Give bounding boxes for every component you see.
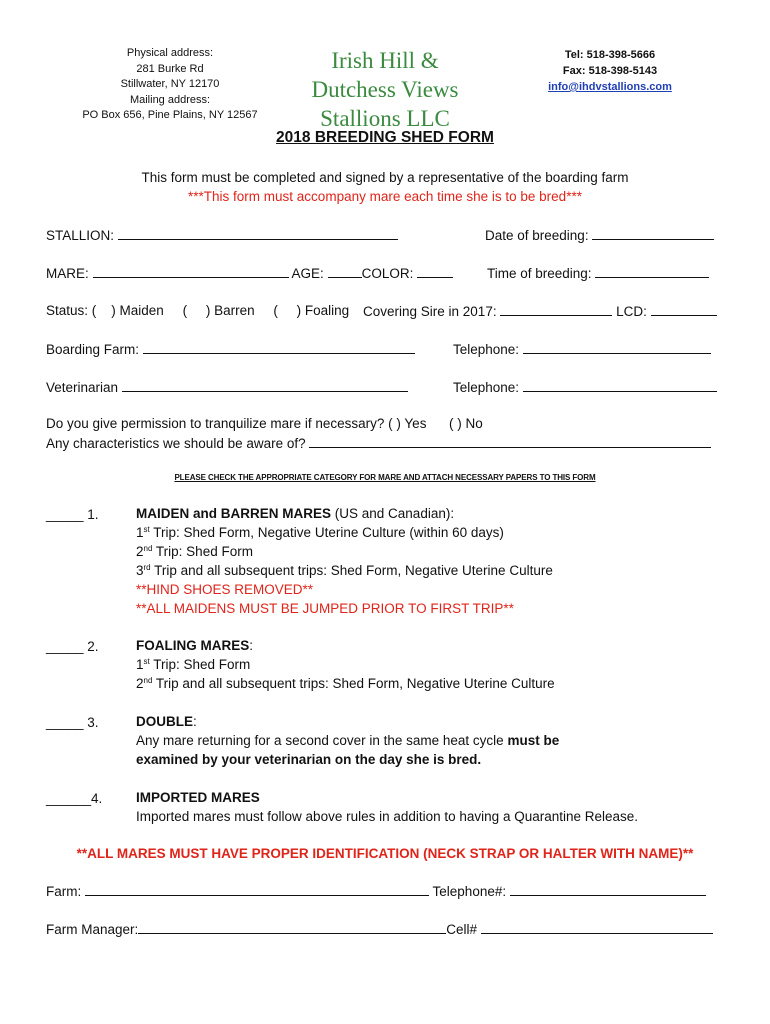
- telephone-row: [453, 341, 711, 357]
- category-heading: FOALING MARES: [136, 638, 250, 653]
- age-field[interactable]: [328, 265, 362, 278]
- maiden-checkbox[interactable]: ) Maiden: [111, 303, 164, 318]
- date-row: [485, 227, 714, 243]
- stallion-row: [46, 227, 398, 243]
- barren-checkbox[interactable]: ) Barren: [205, 303, 255, 318]
- cell-field[interactable]: [481, 921, 713, 934]
- lcd-label: LCD:: [616, 304, 647, 319]
- category-2-checkbox[interactable]: _____ 2.: [46, 639, 99, 654]
- date-of-breeding-label: Date of breeding:: [485, 228, 589, 243]
- color-field[interactable]: [417, 265, 453, 278]
- time-of-breeding-field[interactable]: [595, 265, 709, 278]
- farm-manager-row: [46, 921, 713, 937]
- time-of-breeding-label: Time of breeding:: [487, 266, 592, 281]
- boarding-farm-field[interactable]: [143, 341, 415, 354]
- tel-text: Tel: 518-398-5666: [564, 49, 656, 61]
- foaling-checkbox[interactable]: ) Foaling: [296, 303, 350, 318]
- contact-block: [520, 47, 700, 95]
- category-line-text: Any mare returning for a second cover in the same heat cycle: [136, 733, 508, 748]
- company-name-line: Stallions LLC: [320, 106, 450, 131]
- category-line: [136, 674, 736, 693]
- covering-sire-label: Covering Sire in 2017:: [363, 304, 497, 319]
- category-line: Imported mares must follow above rules in addition to having a Quarantine Release.: [136, 809, 639, 824]
- category-3: [136, 712, 736, 769]
- boarding-farm-label: Boarding Farm:: [46, 342, 140, 357]
- farm-manager-field[interactable]: [138, 921, 446, 934]
- category-1-checkbox[interactable]: _____ 1.: [46, 507, 99, 522]
- mare-row: [46, 265, 453, 281]
- category-line: [136, 731, 736, 750]
- company-name-line: Dutchess Views: [311, 77, 459, 102]
- category-line: [136, 561, 736, 580]
- address-line: Mailing address:: [129, 93, 211, 106]
- veterinarian-field[interactable]: [122, 379, 408, 392]
- email-link[interactable]: info@ihdvstallions.com: [548, 81, 672, 93]
- characteristics-row: [46, 435, 711, 451]
- maidens-warning: **ALL MAIDENS MUST BE JUMPED PRIOR TO FIRST TRIP**: [136, 601, 514, 616]
- category-line-text: Trip: Shed Form: [152, 544, 253, 559]
- category-line: [136, 655, 736, 674]
- stallion-label: STALLION:: [46, 228, 115, 243]
- category-2: [136, 636, 736, 693]
- category-heading-extra: :: [193, 714, 197, 729]
- status-label: Status: (: [46, 303, 97, 318]
- category-heading-extra: (US and Canadian):: [331, 506, 455, 521]
- address-line: PO Box 656, Pine Plains, NY 12567: [82, 109, 258, 121]
- farm-row: [46, 883, 706, 899]
- company-name: [290, 46, 480, 133]
- ordinal-suffix: rd: [143, 563, 151, 572]
- category-heading: DOUBLE: [136, 714, 193, 729]
- tranquilize-yes-option[interactable]: ( ) Yes: [388, 416, 427, 431]
- identification-warning: **ALL MARES MUST HAVE PROPER IDENTIFICATION (NECK STRAP OR HALTER WITH NAME)**: [76, 846, 694, 861]
- category-1: [136, 504, 736, 618]
- category-4: [136, 788, 736, 826]
- fax-text: Fax: 518-398-5143: [562, 65, 658, 77]
- status-row: [46, 303, 349, 318]
- ordinal-suffix: st: [143, 657, 150, 666]
- color-label: COLOR:: [361, 266, 414, 281]
- tranquilize-row: [46, 416, 483, 431]
- covering-sire-field[interactable]: [500, 303, 612, 316]
- vet-telephone-row: [453, 379, 717, 395]
- mare-field[interactable]: [93, 265, 289, 278]
- stallion-field[interactable]: [118, 227, 398, 240]
- age-label: AGE:: [291, 266, 324, 281]
- covering-sire-row: [363, 303, 717, 319]
- farm-manager-label: Farm Manager:: [46, 922, 139, 937]
- category-4-checkbox[interactable]: ______4.: [46, 791, 103, 806]
- mare-label: MARE:: [46, 266, 89, 281]
- ordinal-suffix: nd: [143, 676, 153, 685]
- vet-telephone-field[interactable]: [523, 379, 717, 392]
- farm-field[interactable]: [85, 883, 429, 896]
- category-line: [136, 542, 736, 561]
- hind-shoes-warning: **HIND SHOES REMOVED**: [136, 582, 314, 597]
- characteristics-field[interactable]: [309, 435, 711, 448]
- address-line: 281 Burke Rd: [136, 62, 204, 75]
- form-title: 2018 BREEDING SHED FORM: [276, 129, 494, 146]
- cell-label: Cell#: [446, 922, 478, 937]
- check-category-note: PLEASE CHECK THE APPROPRIATE CATEGORY FOR MARE AND ATTACH NECESSARY PAPERS TO THIS FORM: [174, 473, 596, 482]
- ordinal: 1: [136, 657, 144, 672]
- category-line-text: Trip and all subsequent trips: Shed Form, Negative Uterine Culture: [152, 676, 555, 691]
- telephone-label: Telephone:: [453, 342, 520, 357]
- category-heading-extra: :: [249, 638, 254, 653]
- tranquilize-question: Do you give permission to tranquilize mare if necessary?: [46, 416, 385, 431]
- company-name-line: Irish Hill &: [331, 48, 439, 73]
- category-line-text: Trip: Shed Form: [149, 657, 251, 672]
- foaling-paren: (: [273, 303, 278, 318]
- lcd-field[interactable]: [651, 303, 717, 316]
- category-emphasis: examined by your veterinarian on the day she is bred.: [136, 752, 482, 767]
- tranquilize-no-option[interactable]: ( ) No: [448, 416, 483, 431]
- barren-paren: (: [182, 303, 188, 318]
- category-3-checkbox[interactable]: _____ 3.: [46, 715, 99, 730]
- address-line: Physical address:: [126, 47, 214, 59]
- category-heading: MAIDEN and BARREN MARES: [136, 506, 332, 521]
- ordinal-suffix: st: [143, 525, 150, 534]
- category-emphasis: must be: [507, 733, 560, 748]
- ordinal: 2: [136, 676, 144, 691]
- category-heading: IMPORTED MARES: [136, 790, 260, 805]
- farm-label: Farm:: [46, 884, 82, 899]
- veterinarian-row: [46, 379, 408, 395]
- vet-telephone-label: Telephone:: [453, 380, 520, 395]
- ordinal-suffix: nd: [143, 544, 153, 553]
- farm-telephone-field[interactable]: [510, 883, 706, 896]
- ordinal: 2: [136, 544, 144, 559]
- boarding-farm-row: [46, 341, 415, 357]
- telephone-field[interactable]: [523, 341, 711, 354]
- ordinal: 3: [136, 563, 144, 578]
- address-line: Stillwater, NY 12170: [120, 78, 220, 90]
- date-of-breeding-field[interactable]: [592, 227, 714, 240]
- category-line: [136, 523, 736, 542]
- category-line-text: Trip and all subsequent trips: Shed Form, Negative Uterine Culture: [150, 563, 553, 578]
- time-row: [487, 265, 709, 281]
- category-line-text: Trip: Shed Form, Negative Uterine Culture (within 60 days): [149, 525, 504, 540]
- instruction-warning: ***This form must accompany mare each time she is to be bred***: [188, 189, 582, 204]
- veterinarian-label: Veterinarian: [46, 380, 119, 395]
- ordinal: 1: [136, 525, 144, 540]
- farm-telephone-label: Telephone#:: [432, 884, 507, 899]
- address-block: [60, 46, 280, 124]
- characteristics-label: Any characteristics we should be aware of?: [46, 436, 306, 451]
- instruction-line: This form must be completed and signed by a representative of the boarding farm: [141, 170, 629, 185]
